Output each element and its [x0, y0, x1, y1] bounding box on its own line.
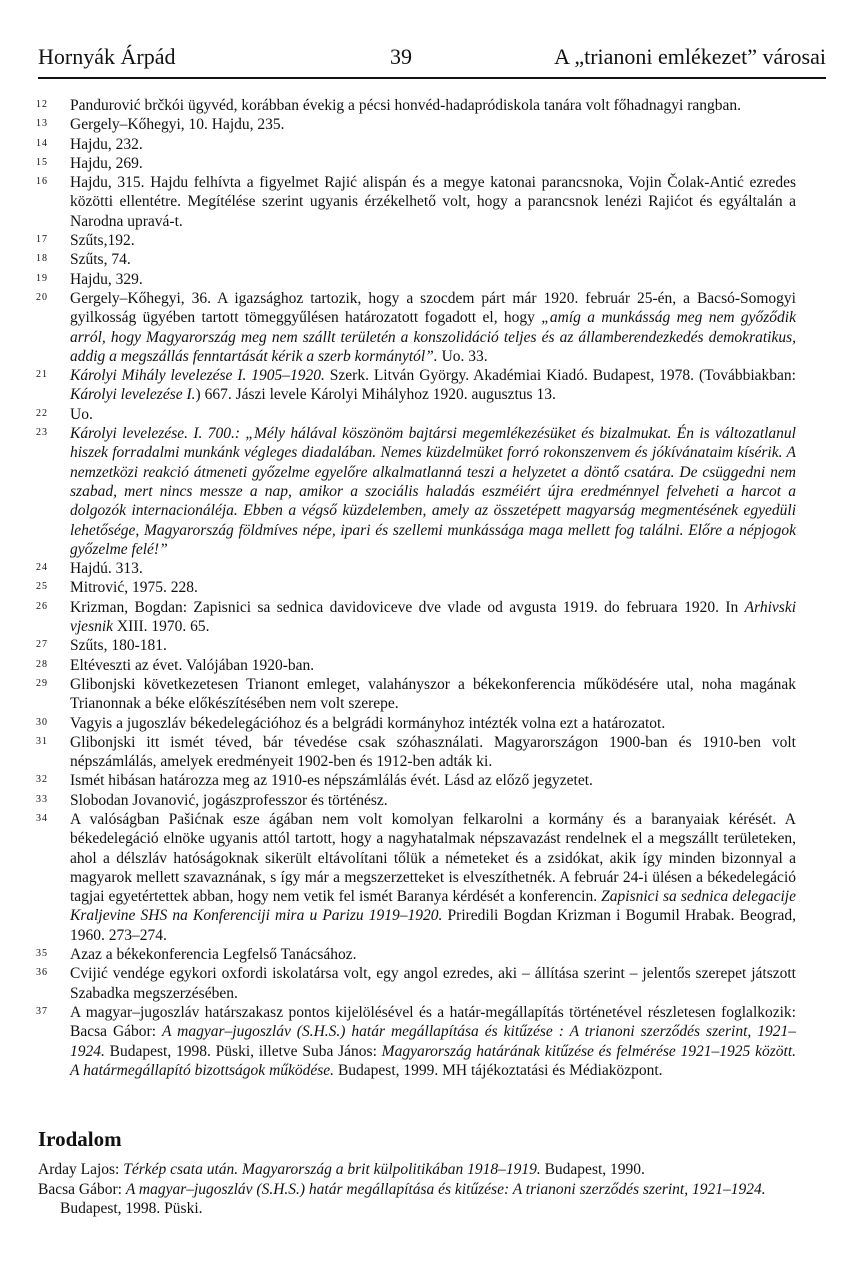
- footnote: [36, 714, 796, 733]
- bibliography-title: Irodalom: [38, 1127, 122, 1151]
- text-run: Budapest, 1998. Püski, illetve Suba János:: [104, 1042, 382, 1060]
- running-header: [38, 44, 826, 74]
- footnote-number: 30: [36, 716, 48, 728]
- italic-text: Károlyi Mihály levelezése I. 1905–1920.: [70, 367, 325, 385]
- footnote-number: 28: [36, 658, 48, 670]
- footnote-number: 14: [36, 137, 48, 149]
- text-run: Hajdu, 329.: [70, 270, 143, 288]
- italic-text: Arhivski vjesnik: [70, 598, 796, 636]
- page-number: 39: [390, 44, 412, 69]
- text-run: Budapest, 1990.: [540, 1161, 645, 1178]
- italic-text: Károlyi levelezése I.: [70, 386, 196, 404]
- footnote-number: 13: [36, 118, 48, 130]
- text-run: Uo. 33.: [437, 347, 488, 365]
- footnote: [36, 173, 796, 231]
- text-run: Szűts, 180-181.: [70, 637, 167, 655]
- text-run: Szűts,192.: [70, 232, 135, 250]
- footnote: [36, 733, 796, 772]
- footnote-number: 35: [36, 948, 48, 960]
- text-run: Mitrović, 1975. 228.: [70, 579, 198, 597]
- footnote: [36, 96, 796, 115]
- footnote-number: 21: [36, 369, 48, 381]
- footnote: [36, 289, 796, 366]
- text-run: Budapest, 1999. MH tájékoztatási és Médiaközpont.: [334, 1061, 663, 1079]
- footnote-number: 17: [36, 234, 48, 246]
- text-run: Hajdú. 313.: [70, 560, 143, 578]
- footnote-number: 34: [36, 812, 48, 824]
- italic-text: A magyar–jugoszláv (S.H.S.) határ megállapítása és kitűzése : A trianoni szerződés szerint, 1921–1924.: [70, 1023, 796, 1060]
- text-run: Szerk. Litván György. Akadémiai Kiadó. Budapest, 1978. (Továbbiakban:: [324, 367, 796, 385]
- footnote-number: 12: [36, 99, 48, 110]
- footnote: [36, 964, 796, 1003]
- header-title: A „trianoni emlékezet” városai: [554, 44, 826, 69]
- text-run: Hajdu, 269.: [70, 154, 143, 172]
- footnote-number: 37: [36, 1005, 48, 1017]
- bibliography-entry: [38, 1180, 798, 1219]
- text-run: Gergely–Kőhegyi, 10. Hajdu, 235.: [70, 116, 285, 134]
- footnote: [36, 135, 796, 154]
- footnote-number: 29: [36, 677, 48, 689]
- text-run: Hajdu, 315. Hajdu felhívta a figyelmet Rajić alispán és a megye katonai parancsnoka, Vojin Čolak-Antić ezredes közötti ellentétre. Megítélése szerint ugyanis érzékelhető volt, hogy a parancsnok lenézi Rajićot és egyáltalán a Narodna upravá-t.: [70, 174, 796, 230]
- bibliography-entry: [38, 1160, 798, 1180]
- footnote-number: 18: [36, 253, 48, 265]
- italic-text: Zapisnici sa sednica delegacije Kraljevine SHS na Konferenciji mira u Parizu 1919–1920.: [70, 888, 796, 925]
- text-run: Hajdu, 232.: [70, 135, 143, 153]
- footnote: [36, 559, 796, 578]
- text-run: Priredili Bogdan Krizman i Bogumil Hrabak. Beograd, 1960. 273–274.: [70, 907, 796, 944]
- footnote-number: 31: [36, 735, 48, 747]
- footnote: [36, 636, 796, 655]
- text-run: Szűts, 74.: [70, 251, 131, 269]
- footnote: [36, 791, 796, 810]
- text-run: Cvijić vendége egykori oxfordi iskolatársa volt, egy angol ezredes, aki – állítása szerint – jelentős szerepet játszott Szabadka megszerzésében.: [70, 965, 796, 1002]
- text-run: Eltéveszti az évet. Valójában 1920-ban.: [70, 656, 315, 674]
- footnote: [36, 231, 796, 250]
- footnote-number: 19: [36, 272, 48, 284]
- footnote: [36, 810, 796, 945]
- italic-text: „amíg a munkásság meg nem győződik arról, hogy Magyarország meg nem szállt területén a konszolidáció teljes és az államberendezkedés demokratikus, addig a megszállás fenntartását kérik a szerb kormánytól”.: [70, 309, 796, 365]
- footnote: [36, 771, 796, 790]
- footnote: [36, 1003, 796, 1080]
- text-run: Azaz a békekonferencia Legfelső Tanácsához.: [70, 946, 357, 964]
- text-run: Uo.: [70, 405, 93, 423]
- text-run: Glibonjski következetesen Trianont emleget, valahányszor a békekonferencia működésére utal, noha magának Trianonnak a béke előkészítésében nem volt szerepe.: [70, 675, 796, 713]
- footnote-number: 24: [36, 562, 48, 574]
- footnote: [36, 154, 796, 173]
- footnote: [36, 405, 796, 424]
- footnote-number: 26: [36, 600, 48, 612]
- footnote-number: 15: [36, 156, 48, 168]
- text-run: Gergely–Kőhegyi, 36. A igazsághoz tartozik, hogy a szocdem párt már 1920. február 25-én, a Bacsó-Somogyi gyilkosság ügyében tartott tömeggyűlésen határozatott fogadott el, hogy: [70, 289, 796, 327]
- footnote: [36, 945, 796, 964]
- text-run: ) 667. Jászi levele Károlyi Mihályhoz 1920. augusztus 13.: [195, 386, 556, 404]
- footnote: [36, 366, 796, 405]
- italic-text: Térkép csata után. Magyarország a brit külpolitikában 1918–1919.: [123, 1161, 541, 1178]
- text-run: A magyar–jugoszláv határszakasz pontos kijelölésével és a határ-megállapítás történetével részletesen foglalkozik: Bacsa Gábor:: [70, 1003, 796, 1041]
- text-run: Ismét hibásan határozza meg az 1910-es népszámlálás évét. Lásd az előző jegyzetet.: [70, 772, 593, 790]
- header-rule: [38, 77, 826, 79]
- text-run: Glibonjski itt ismét téved, bár tévedése csak szóhasználati. Magyarországon 1900-ban és 1910-ben volt népszámlálás, amelyek eredményeit 1902-ben és 1912-ben adták ki.: [70, 733, 796, 771]
- text-run: Krizman, Bogdan: Zapisnici sa sednica davidoviceve dve vlade od avgusta 1919. do februara 1920. In: [70, 598, 745, 616]
- footnote-number: 22: [36, 407, 48, 419]
- footnote-number: 16: [36, 176, 48, 188]
- footnote: [36, 675, 796, 714]
- footnote: [36, 424, 796, 559]
- text-run: Pandurović brčkói ügyvéd, korábban évekig a pécsi honvéd-hadapródiskola tanára volt főhadnagyi rangban.: [70, 97, 742, 114]
- header-author: Hornyák Árpád: [38, 44, 176, 69]
- text-run: Budapest, 1998. Püski.: [60, 1200, 203, 1217]
- footnote-number: 20: [36, 291, 48, 303]
- footnote-number: 33: [36, 793, 48, 805]
- footnote-number: 32: [36, 774, 48, 786]
- footnote: [36, 270, 796, 289]
- text-run: XIII. 1970. 65.: [113, 618, 210, 636]
- footnote: [36, 250, 796, 269]
- footnote-number: 23: [36, 427, 48, 439]
- footnote: [36, 578, 796, 597]
- text-run: A valóságban Pašićnak esze ágában nem volt komolyan felkarolni a kormány és a baranyaiak kérését. A békedelegáció elnöke ugyanis attól tartott, hogy a nagyhatalmak népszavazást rendelnek el a megszállt területeken, ahol a délszláv hatóságoknak sikerült eltávolítani tőlük a németeket és a zsidókat, akik így minden bizonnyal a magyarok mellett szavaznának, s így már a megszerzetteket is elveszíthetnék. A február 24-i ülésen a békedelegáció tagjai egyetértettek abban, hogy nem vetik fel ismét Baranya kérdését a konferencin.: [70, 810, 796, 906]
- italic-text: Magyarország határának kitűzése és felmérése 1921–1925 között. A határmegállapító bizottságok működése.: [70, 1042, 796, 1079]
- italic-text: Károlyi levelezése. I. 700.: „Mély hálával köszönöm bajtársi megemlékezésüket és bizalmukat. Én is változatlanul hiszek forradalmi munkánk végleges diadalában. Nemes küzdelmüket forró rokonszenvem és jókívánataim kísérik. A nemzetközi reakció átmeneti győzelme egyelőre alkalmatlanná teszi a helyzetet a döntő csatára. De csüggedni nem szabad, mert nincs messze a nap, amikor a szociális haladás eszméiért újra eredménnyel felveheti a harcot a dolgozók internacionáléja. Ebben a végső küzdelemben, amely az összetépett magyarság megmentésének egyedüli lehetősége, Magyarország földmíves népe, ipari és szellemi munkássága maga mellett fog találni. Előre a népjogok győzelme felé!”: [70, 425, 796, 558]
- text-run: Slobodan Jovanović, jogászprofesszor és történész.: [70, 791, 388, 809]
- text-run: Arday Lajos:: [38, 1161, 124, 1178]
- footnote: [36, 115, 796, 134]
- text-run: Vagyis a jugoszláv békedelegációhoz és a belgrádi kormányhoz intézték volna ezt a határozatot.: [70, 714, 666, 732]
- footnote: [36, 598, 796, 637]
- italic-text: A magyar–jugoszláv (S.H.S.) határ megállapítása és kitűzése: A trianoni szerződés szerint, 1921–1924.: [125, 1180, 766, 1198]
- text-run: Bacsa Gábor:: [38, 1180, 126, 1198]
- footnote-number: 25: [36, 581, 48, 593]
- bibliography-list: [38, 1160, 798, 1219]
- footnotes: [36, 96, 796, 1080]
- footnote-number: 36: [36, 967, 48, 979]
- footnote: [36, 656, 796, 675]
- footnote-number: 27: [36, 639, 48, 651]
